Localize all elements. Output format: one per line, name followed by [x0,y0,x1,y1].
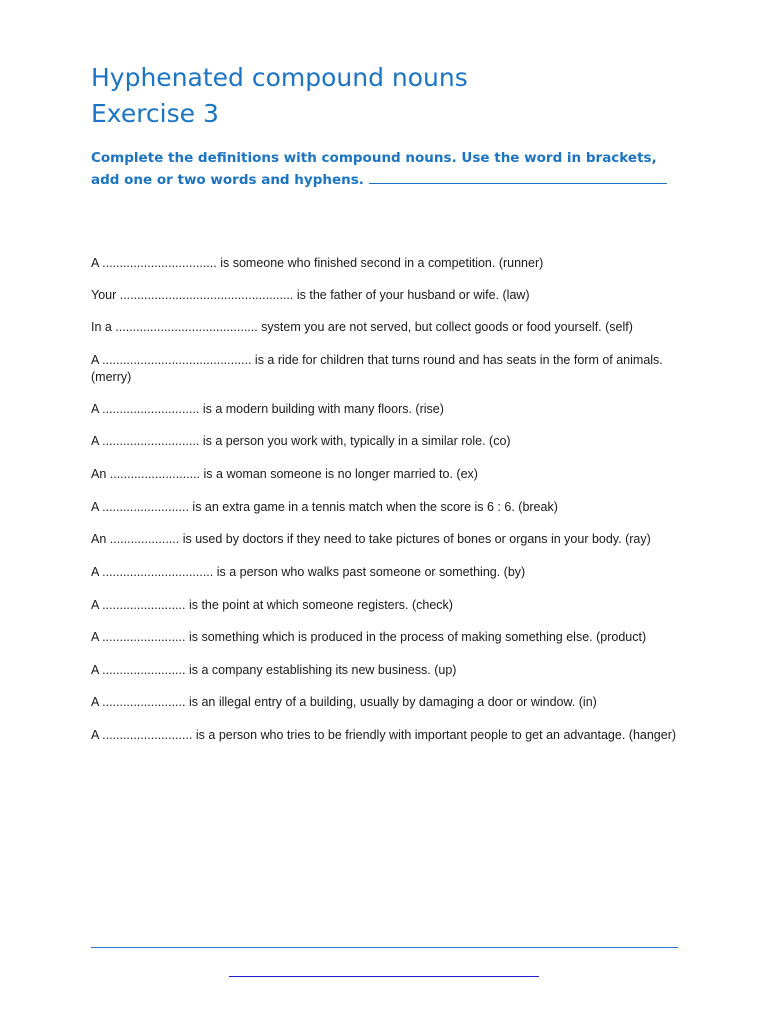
exercise-item-15: A .......................... is a person who tries to be friendly with important people to get an advantage. (hanger) [91,728,677,742]
exercise-item-7: An .......................... is a woman someone is no longer married to. (ex) [91,467,478,481]
exercise-item-4: A ........................................... is a ride for children that turns round and has seats in the form of animals. (merry) [91,353,663,384]
exercise-item-6: A ............................ is a person you work with, typically in a similar role. (co) [91,434,511,448]
exercise-item-11: A ........................ is the point at which someone registers. (check) [91,598,453,612]
exercise-item-9: An .................... is used by doctors if they need to take pictures of bones or organs in your body. (ray) [91,532,651,546]
exercise-item-10: A ................................ is a person who walks past someone or something. (by) [91,565,526,579]
instructions [91,147,691,191]
footer-divider [91,947,678,948]
exercise-item-3: In a ......................................... system you are not served, but collect goods or food yourself. (self) [91,320,633,334]
exercise-item-2: Your .................................................. is the father of your husband or wife. (law) [91,288,530,302]
exercise-item-12: A ........................ is something which is produced in the process of making something else. (product) [91,630,647,644]
exercise-item-5: A ............................ is a modern building with many floors. (rise) [91,402,444,416]
page-title [91,60,468,132]
footer-link-underline[interactable] [229,976,539,977]
instructions-line-1: Complete the definitions with compound nouns. Use the word in brackets, [91,150,657,166]
instructions-line-2: add one or two words and hyphens. [91,172,364,188]
answer-blank-line [369,169,667,184]
exercise-item-13: A ........................ is a company establishing its new business. (up) [91,663,457,677]
title-line-1: Hyphenated compound nouns [91,63,468,92]
exercise-item-1: A ................................. is someone who finished second in a competition. (runner) [91,256,544,270]
exercise-item-14: A ........................ is an illegal entry of a building, usually by damaging a door or window. (in) [91,695,597,709]
exercise-item-8: A ......................... is an extra game in a tennis match when the score is 6 : 6. (break) [91,500,558,514]
title-line-2: Exercise 3 [91,99,219,128]
